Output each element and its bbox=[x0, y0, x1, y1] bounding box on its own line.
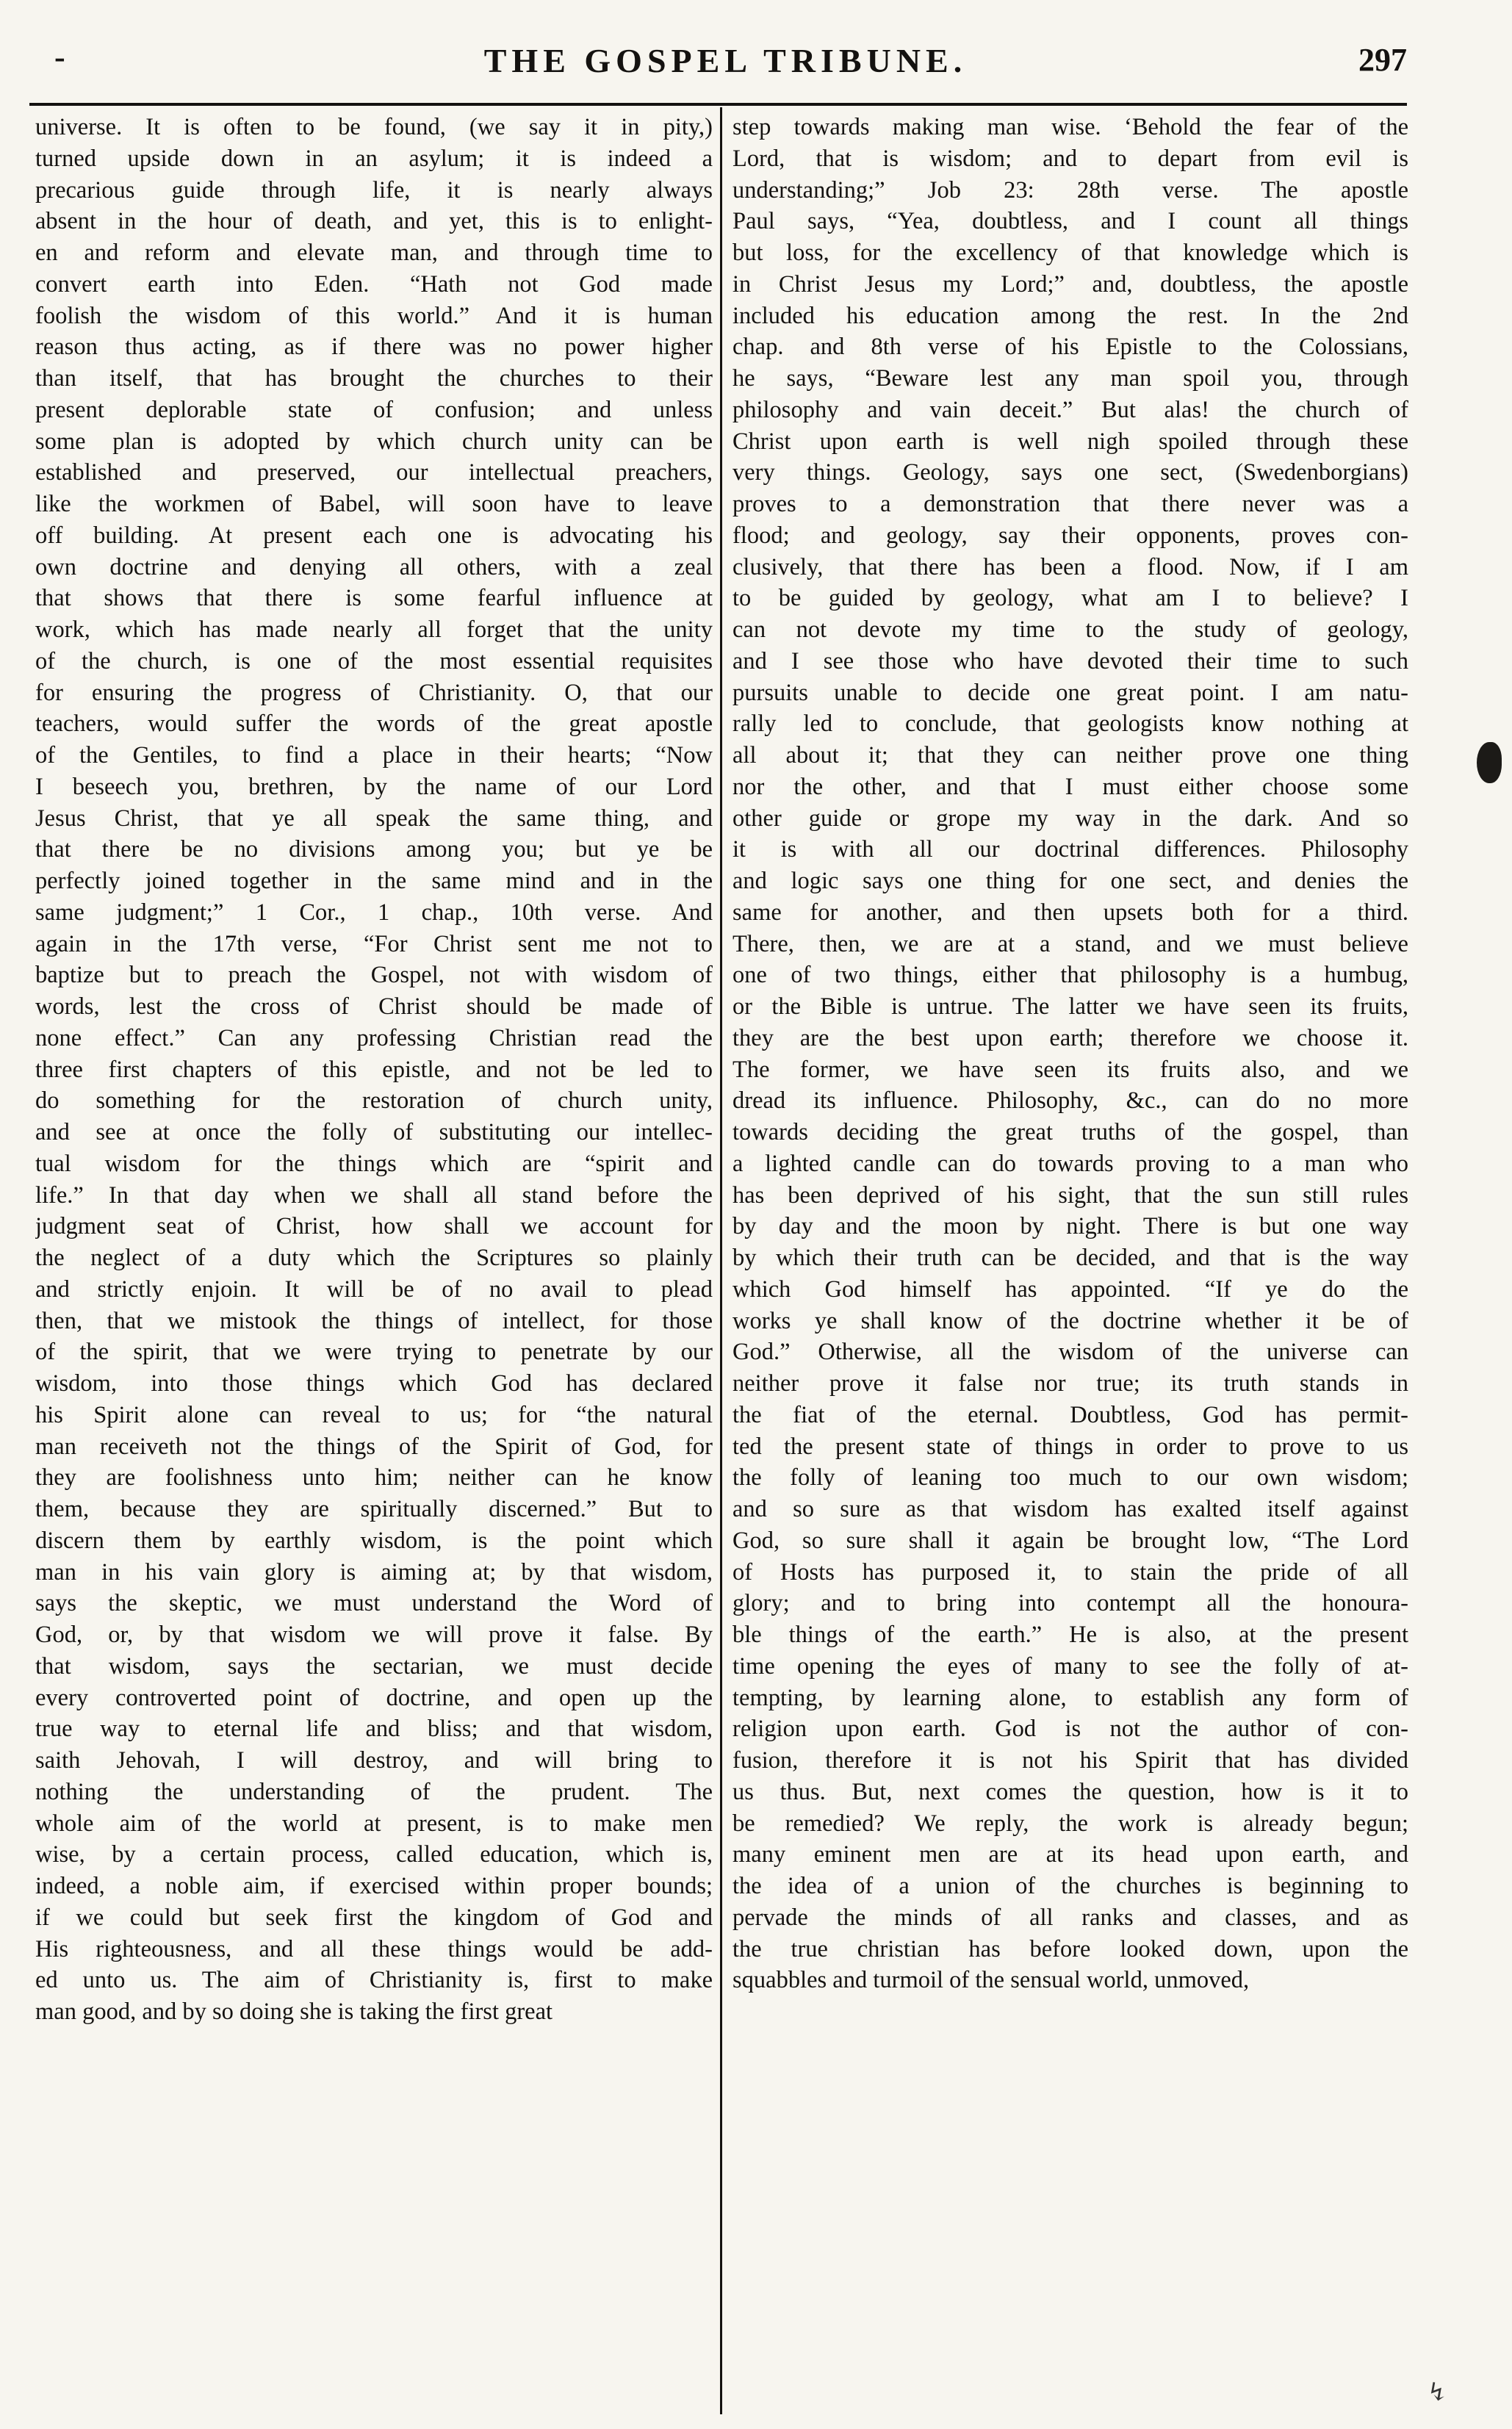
text-line: us thus. But, next comes the question, how is it to bbox=[732, 1778, 1408, 1805]
text-line: God.” Otherwise, all the wisdom of the universe can bbox=[732, 1339, 1408, 1366]
text-line: says the skeptic, we must understand the Word of bbox=[35, 1590, 713, 1617]
text-line: step towards making man wise. ‘Behold the fear of the bbox=[732, 114, 1408, 140]
text-line: God, so sure shall it again be brought low, “The Lord bbox=[732, 1527, 1408, 1554]
text-line: of the church, is one of the most essential requisites bbox=[35, 647, 713, 674]
text-line: whole aim of the world at present, is to make men bbox=[35, 1810, 713, 1837]
text-line: rally led to conclude, that geologists know nothing at bbox=[732, 710, 1408, 738]
text-line: en and reform and elevate man, and through time to bbox=[35, 240, 713, 266]
text-line: they are the best upon earth; therefore we choose it. bbox=[732, 1024, 1408, 1051]
margin-tick-mark: ↯ bbox=[1427, 2379, 1448, 2406]
column-divider bbox=[720, 107, 722, 2414]
text-line: man in his vain glory is aiming at; by that wisdom, bbox=[35, 1558, 713, 1586]
text-line: that there be no divisions among you; but ye be bbox=[35, 836, 713, 863]
text-line: of Hosts has purposed it, to stain the pride of all bbox=[732, 1558, 1408, 1586]
text-line: proves to a demonstration that there never was a bbox=[732, 491, 1408, 517]
ink-blot-mark bbox=[1477, 742, 1502, 783]
text-line: baptize but to preach the Gospel, not with wisdom of bbox=[35, 962, 713, 989]
text-line: discern them by earthly wisdom, is the point which bbox=[35, 1527, 713, 1554]
text-line: all about it; that they can neither prove one thing bbox=[732, 742, 1408, 769]
text-line: than itself, that has brought the churches to their bbox=[35, 365, 713, 392]
text-line: and logic says one thing for one sect, and denies the bbox=[732, 868, 1408, 894]
text-line: glory; and to bring into contempt all the honoura- bbox=[732, 1590, 1408, 1617]
text-line: present deplorable state of confusion; and unless bbox=[35, 396, 713, 423]
text-line: then, that we mistook the things of intellect, for those bbox=[35, 1307, 713, 1334]
text-line: off building. At present each one is advocating his bbox=[35, 522, 713, 549]
text-line: God, or, by that wisdom we will prove it false. By bbox=[35, 1622, 713, 1648]
text-line: same for another, and then upsets both for a third. bbox=[732, 899, 1408, 926]
text-line: he says, “Beware lest any man spoil you, through bbox=[732, 365, 1408, 392]
text-line: and see at once the folly of substituting our intellec- bbox=[35, 1119, 713, 1145]
text-line: Lord, that is wisdom; and to depart from evil is bbox=[732, 145, 1408, 172]
text-line: none effect.” Can any professing Christian read the bbox=[35, 1024, 713, 1051]
text-line: indeed, a noble aim, if exercised within proper bounds; bbox=[35, 1873, 713, 1899]
text-line: by which their truth can be decided, and that is the way bbox=[732, 1245, 1408, 1271]
text-line: of the Gentiles, to find a place in their hearts; “Now bbox=[35, 742, 713, 769]
text-line: do something for the restoration of church unity, bbox=[35, 1087, 713, 1115]
text-line: philosophy and vain deceit.” But alas! the church of bbox=[732, 396, 1408, 423]
text-line: true way to eternal life and bliss; and that wisdom, bbox=[35, 1716, 713, 1743]
text-line: chap. and 8th verse of his Epistle to the Colossians, bbox=[732, 334, 1408, 361]
text-line: included his education among the rest. In the 2nd bbox=[732, 302, 1408, 329]
text-line: it is with all our doctrinal differences. Philosophy bbox=[732, 836, 1408, 863]
text-line: wisdom, into those things which God has declared bbox=[35, 1370, 713, 1397]
text-line: man receiveth not the things of the Spirit of God, for bbox=[35, 1433, 713, 1460]
text-line: nor the other, and that I must either choose some bbox=[732, 773, 1408, 800]
text-line: for ensuring the progress of Christianity. O, that our bbox=[35, 679, 713, 706]
text-line: universe. It is often to be found, (we say it in pity,) bbox=[35, 114, 713, 140]
header-rule bbox=[29, 103, 1407, 106]
text-line: which God himself has appointed. “If ye do the bbox=[732, 1275, 1408, 1303]
right-text-column bbox=[732, 112, 1408, 2411]
text-line: has been deprived of his sight, that the sun still rules bbox=[732, 1181, 1408, 1209]
text-line: understanding;” Job 23: 28th verse. The apostle bbox=[732, 176, 1408, 204]
text-line: nothing the understanding of the prudent. The bbox=[35, 1778, 713, 1805]
text-line: absent in the hour of death, and yet, this is to enlight- bbox=[35, 208, 713, 235]
text-line: clusively, that there has been a flood. Now, if I am bbox=[732, 553, 1408, 580]
text-line: again in the 17th verse, “For Christ sent me not to bbox=[35, 930, 713, 957]
left-text-column bbox=[35, 112, 713, 2411]
text-line: wise, by a certain process, called education, which is, bbox=[35, 1841, 713, 1868]
text-line: own doctrine and denying all others, with a zeal bbox=[35, 553, 713, 580]
text-line: pursuits unable to decide one great point. I am natu- bbox=[732, 679, 1408, 706]
text-line: one of two things, either that philosophy is a humbug, bbox=[732, 962, 1408, 989]
text-line: or the Bible is untrue. The latter we have seen its fruits, bbox=[732, 993, 1408, 1020]
text-line: and strictly enjoin. It will be of no avail to plead bbox=[35, 1275, 713, 1303]
text-line: saith Jehovah, I will destroy, and will bring to bbox=[35, 1747, 713, 1774]
text-line: ble things of the earth.” He is also, at the present bbox=[732, 1622, 1408, 1648]
text-line: life.” In that day when we shall all stand before the bbox=[35, 1181, 713, 1209]
text-line: towards deciding the great truths of the gospel, than bbox=[732, 1119, 1408, 1145]
text-line: and I see those who have devoted their time to such bbox=[732, 647, 1408, 674]
text-line: the folly of leaning too much to our own wisdom; bbox=[732, 1464, 1408, 1491]
text-line: be remedied? We reply, the work is already begun; bbox=[732, 1810, 1408, 1837]
text-line: some plan is adopted by which church unity can be bbox=[35, 428, 713, 455]
header-dash: - bbox=[54, 39, 65, 75]
text-line: every controverted point of doctrine, and open up the bbox=[35, 1684, 713, 1711]
text-line: dread its influence. Philosophy, &c., can do no more bbox=[732, 1087, 1408, 1115]
text-line: established and preserved, our intellectual preachers, bbox=[35, 459, 713, 486]
text-line: the neglect of a duty which the Scriptures so plainly bbox=[35, 1245, 713, 1271]
text-line: them, because they are spiritually discerned.” But to bbox=[35, 1496, 713, 1522]
text-line: squabbles and turmoil of the sensual world, unmoved, bbox=[732, 1967, 1250, 1994]
text-line: perfectly joined together in the same mind and in the bbox=[35, 868, 713, 894]
text-line: Jesus Christ, that ye all speak the same thing, and bbox=[35, 805, 713, 832]
text-line: teachers, would suffer the words of the great apostle bbox=[35, 710, 713, 738]
text-line: words, lest the cross of Christ should be made of bbox=[35, 993, 713, 1020]
text-line: time opening the eyes of many to see the folly of at- bbox=[732, 1652, 1408, 1680]
text-line: and so sure as that wisdom has exalted itself against bbox=[732, 1496, 1408, 1522]
text-line: man good, and by so doing she is taking the first great bbox=[35, 1998, 553, 2025]
text-line: like the workmen of Babel, will soon have to leave bbox=[35, 491, 713, 517]
text-line: his Spirit alone can reveal to us; for “the natural bbox=[35, 1401, 713, 1428]
text-line: religion upon earth. God is not the author of con- bbox=[732, 1716, 1408, 1743]
text-line: three first chapters of this epistle, and not be led to bbox=[35, 1056, 713, 1083]
text-line: pervade the minds of all ranks and classes, and as bbox=[732, 1904, 1408, 1931]
text-line: that shows that there is some fearful influence at bbox=[35, 585, 713, 612]
text-line: but loss, for the excellency of that knowledge which is bbox=[732, 240, 1408, 266]
text-line: that wisdom, says the sectarian, we must decide bbox=[35, 1652, 713, 1680]
text-line: the fiat of the eternal. Doubtless, God has permit- bbox=[732, 1401, 1408, 1428]
text-line: ted the present state of things in order to prove to us bbox=[732, 1433, 1408, 1460]
text-line: Paul says, “Yea, doubtless, and I count all things bbox=[732, 208, 1408, 235]
text-line: ed unto us. The aim of Christianity is, first to make bbox=[35, 1967, 713, 1994]
text-line: Christ upon earth is well nigh spoiled through these bbox=[732, 428, 1408, 455]
text-line: many eminent men are at its head upon earth, and bbox=[732, 1841, 1408, 1868]
text-line: convert earth into Eden. “Hath not God made bbox=[35, 270, 713, 298]
page-number: 297 bbox=[1358, 42, 1407, 78]
text-line: very things. Geology, says one sect, (Swedenborgians) bbox=[732, 459, 1408, 486]
text-line: by day and the moon by night. There is but one way bbox=[732, 1213, 1408, 1240]
text-line: precarious guide through life, it is nearly always bbox=[35, 176, 713, 204]
text-line: the idea of a union of the churches is beginning to bbox=[732, 1873, 1408, 1899]
text-line: The former, we have seen its fruits also, and we bbox=[732, 1056, 1408, 1083]
publication-title: THE GOSPEL TRIBUNE. bbox=[483, 42, 968, 79]
text-line: can not devote my time to the study of geology, bbox=[732, 616, 1408, 643]
text-line: fusion, therefore it is not his Spirit that has divided bbox=[732, 1747, 1408, 1774]
page-header bbox=[44, 38, 1407, 82]
text-line: of the spirit, that we were trying to penetrate by our bbox=[35, 1339, 713, 1366]
text-line: neither prove it false nor true; its truth stands in bbox=[732, 1370, 1408, 1397]
text-line: if we could but seek first the kingdom of God and bbox=[35, 1904, 713, 1931]
text-line: work, which has made nearly all forget that the unity bbox=[35, 616, 713, 643]
text-line: other guide or grope my way in the dark. And so bbox=[732, 805, 1408, 832]
text-line: foolish the wisdom of this world.” And it is human bbox=[35, 302, 713, 329]
text-line: a lighted candle can do towards proving to a man who bbox=[732, 1150, 1408, 1177]
text-line: flood; and geology, say their opponents, proves con- bbox=[732, 522, 1408, 549]
text-line: I beseech you, brethren, by the name of our Lord bbox=[35, 773, 713, 800]
text-line: same judgment;” 1 Cor., 1 chap., 10th verse. And bbox=[35, 899, 713, 926]
text-line: judgment seat of Christ, how shall we account for bbox=[35, 1213, 713, 1240]
text-line: works ye shall know of the doctrine whether it be of bbox=[732, 1307, 1408, 1334]
text-line: tual wisdom for the things which are “spirit and bbox=[35, 1150, 713, 1177]
text-line: turned upside down in an asylum; it is indeed a bbox=[35, 145, 713, 172]
text-line: His righteousness, and all these things would be add- bbox=[35, 1935, 713, 1962]
text-line: in Christ Jesus my Lord;” and, doubtless, the apostle bbox=[732, 270, 1408, 298]
text-line: to be guided by geology, what am I to believe? I bbox=[732, 585, 1408, 612]
text-line: reason thus acting, as if there was no power higher bbox=[35, 334, 713, 361]
text-line: they are foolishness unto him; neither can he know bbox=[35, 1464, 713, 1491]
text-line: tempting, by learning alone, to establish any form of bbox=[732, 1684, 1408, 1711]
text-line: There, then, we are at a stand, and we must believe bbox=[732, 930, 1408, 957]
text-line: the true christian has before looked down, upon the bbox=[732, 1935, 1408, 1962]
